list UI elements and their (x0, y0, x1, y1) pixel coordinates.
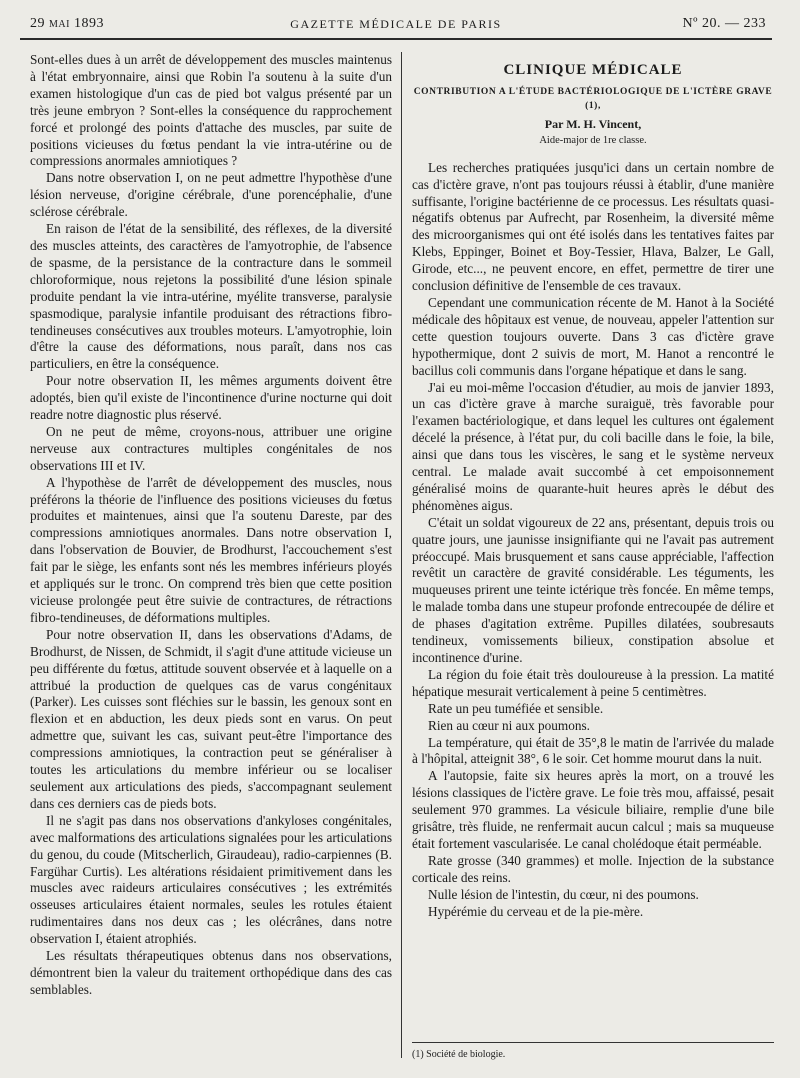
left-paragraph: On ne peut de même, croyons-nous, attribuer une origine nerveuse aux contractures multiples congénitales de nos observations III et IV. (30, 423, 392, 473)
right-paragraph: Nulle lésion de l'intestin, du cœur, ni des poumons. (428, 886, 699, 902)
right-paragraph: Cependant une communication récente de M. Hanot à la Société médicale des hôpitaux est venue, de nouveau, appeler l'attention sur cette question toujours ouverte. Dans 3 cas d'ictère grave hypothermique, dont 2 suivis de mort, M. Hanot a rencontré le bacillus coli communis dans l'organe hépatique et dans le sang. (412, 294, 774, 378)
right-paragraph: A l'autopsie, faite six heures après la mort, on a trouvé les lésions classiques de l'ictère grave. Le foie très mou, affaissé, pesait seulement 970 grammes. La vésicule biliaire, remplie d'une bile grisâtre, très fluide, ne renfermait aucun calcul ; mais sa muqueuse était fortement vascularisée. Le canal cholédoque était perméable. (412, 768, 774, 851)
left-paragraph: Sont-elles dues à un arrêt de développement des muscles maintenus à l'état embryonnaire, ainsi que Robin l'a soutenu à la suite d'un examen histologique d'un cas de pied bot valgus présenté par un très jeune embryon ? Sont-elles la conséquence du rapprochement forcé et prolongé des points d'attache des muscles, par suite de positions vicieuses du fœtus pendant la vie intra-utérine ou de compressions anormales amniotiques ? (30, 52, 392, 169)
left-paragraph: A l'hypothèse de l'arrêt de développement des muscles, nous préférons la théorie de l'influence des positions vicieuses du fœtus produites et maintenues, ainsi que l'a soutenu Dareste, par des compressions amniotiques anormales. Dans notre observation I, dans l'observation de Bouvier, de Brodhurst, l'accouchement s'est fait par le siège, les enfants sont nés les membres inférieurs ployés et appliqués sur le tronc. On comprend très bien que cette position vicieuse prolongée peut être suivie de contractures, de rétractions fibro-tendineuses, de déformations multiples. (30, 474, 392, 625)
right-paragraph: La région du foie était très douloureuse à la pression. La matité hépatique mesurait verticalement à peine 5 centimètres. (412, 666, 774, 699)
right-paragraph: C'était un soldat vigoureux de 22 ans, présentant, depuis trois ou quatre jours, une jaunisse insignifiante qui ne l'avait pas autrement préoccupé. Mais brusquement et sans cause appréciable, l'affection revêtit un caractère de gravité considérable. Les téguments, les muqueuses prirent une teinte ictérique très foncée. En même temps, le malade tomba dans une stupeur profonde entrecoupée de délire et de phases d'agitation extrême. Pupilles dilatées, soubresauts tendineux, vomissements bilieux, constipation absolue et incontinence d'urine. (412, 514, 774, 665)
left-paragraph: Les résultats thérapeutiques obtenus dans nos observations, démontrent bien la valeur du traitement orthopédique dans des cas semblables. (30, 948, 392, 997)
page-header (20, 8, 772, 40)
left-paragraph: Il ne s'agit pas dans nos observations d'ankyloses congénitales, avec malformations des articulations signalées pour les articulations du genou, du coude (Mitscherlich, Giraudeau), radio-carpiennes (B. Fargühar Curtis). Les altérations résidaient primitivement dans les muscles avec raideurs articulaires consécutives ; les extrémités osseuses articulaires étaient normales, seules les rotules étaient rudimentaires dans nos deux cas ; les olécrânes, dans notre observation I, étaient atrophiés. (30, 812, 392, 947)
right-paragraph: J'ai eu moi-même l'occasion d'étudier, au mois de janvier 1893, un cas d'ictère grave à marche suraiguë, très favorable pour l'examen bactériologique, et dans lequel les cultures ont également décelé la présence, à l'état pur, du coli bacille dans le foie, la bile, ainsi que dans tous les viscères, le sang et le système nerveux central. Le malade avait succombé à cet empoisonnement généralisé moins de quarante-huit heures après le début des phénomènes aigus. (412, 379, 774, 513)
left-column (30, 52, 392, 1058)
left-paragraph: Pour notre observation II, les mêmes arguments doivent être adoptés, bien qu'il existe de l'incontinence d'urine nocturne qui doit readre notre diagnostic plus réservé. (30, 373, 392, 423)
right-paragraph: Les recherches pratiquées jusqu'ici dans un certain nombre de cas d'ictère grave, n'ont pas toujours réussi à établir, d'une manière suffisante, l'origine bactérienne de ce processus. Les résultats quasi-négatifs obtenus par Aufrecht, par Rosenheim, la diversité même des microorganismes qui ont été isolés dans les tentatives faites par Klebs, Eppinger, Boinet et Boy-Tessier, Hlava, Balzer, Le Gall, Girode, etc..., ne peuvent encore, en effet, permettre de tirer une conclusion définitive de l'ensemble de ces travaux. (412, 159, 774, 294)
issue-number: Nº 20. — 233 (682, 16, 766, 31)
right-column (412, 52, 774, 1058)
right-paragraph: La température, qui était de 35°,8 le matin de l'arrivée du malade à l'hôpital, atteignit 38°, 6 le soir. Cet homme mourut dans la nuit. (412, 734, 774, 767)
left-paragraph: Dans notre observation I, on ne peut admettre l'hypothèse d'une lésion nerveuse, d'origine cérébrale, d'une porencéphalie, d'une sclérose cérébrale. (30, 170, 392, 220)
footnote: (1) Société de biologie. (412, 1042, 774, 1060)
right-paragraph: Rate un peu tuméfiée et sensible. (428, 700, 604, 716)
date-year: 1893 (73, 16, 104, 31)
author-rank: Aide-major de 1re classe. (539, 134, 647, 146)
left-paragraph: En raison de l'état de la sensibilité, des réflexes, de la diversité des muscles atteints, des caractères de l'amyotrophie, de l'absence de spasme, de la persistance de la contracture dans le sommeil chloroformique, nous rejetons la possibilité d'une lésion spinale produite pendant la vie intra-utérine, myélite transverse, paralysie spasmodique, paralysie infantile produisant des rétractions fibro-tendineuses consécutives aux troubles moteurs. L'amyotrophie, loin d'être la cause des déformations, nous paraît, dans nos cas particuliers, en être la conséquence. (30, 221, 392, 372)
date-day: 29 (30, 16, 45, 31)
right-paragraph: Hypérémie du cerveau et de la pie-mère. (428, 903, 644, 919)
date-month: MAI (49, 19, 70, 30)
right-paragraph: Rate grosse (340 grammes) et molle. Injection de la substance corticale des reins. (412, 852, 774, 885)
journal-title: GAZETTE MÉDICALE DE PARIS (290, 17, 502, 31)
section-rubric: CLINIQUE MÉDICALE (503, 62, 683, 78)
left-paragraph: Pour notre observation II, dans les observations d'Adams, de Brodhurst, de Nissen, de Schmidt, il s'agit d'une attitude vicieuse un peu différente du fœtus, attitude souvent observée et à laquelle on a attribué la production de quelques cas de varus congénitaux (Parker). Les cuisses sont fléchies sur le bassin, les genoux sont en flexion et en abduction, les deux pieds sont en varus. On peut admettre que, suivant les cas, suivant peut-être l'importance des compressions amniotiques, la contraction peut se généraliser à toutes les articulations du membre inférieur ou se localiser seulement aux articulations des pieds, s'accompagnant seulement dans ces derniers cas de pieds bots. (30, 626, 392, 811)
article-subtitle: CONTRIBUTION A L'ÉTUDE BACTÉRIOLOGIQUE DE L'ICTÈRE GRAVE (1), (413, 86, 773, 111)
right-paragraph: Rien au cœur ni aux poumons. (428, 717, 590, 733)
article-author: Par M. H. Vincent, (544, 116, 642, 131)
column-divider (401, 52, 402, 1058)
